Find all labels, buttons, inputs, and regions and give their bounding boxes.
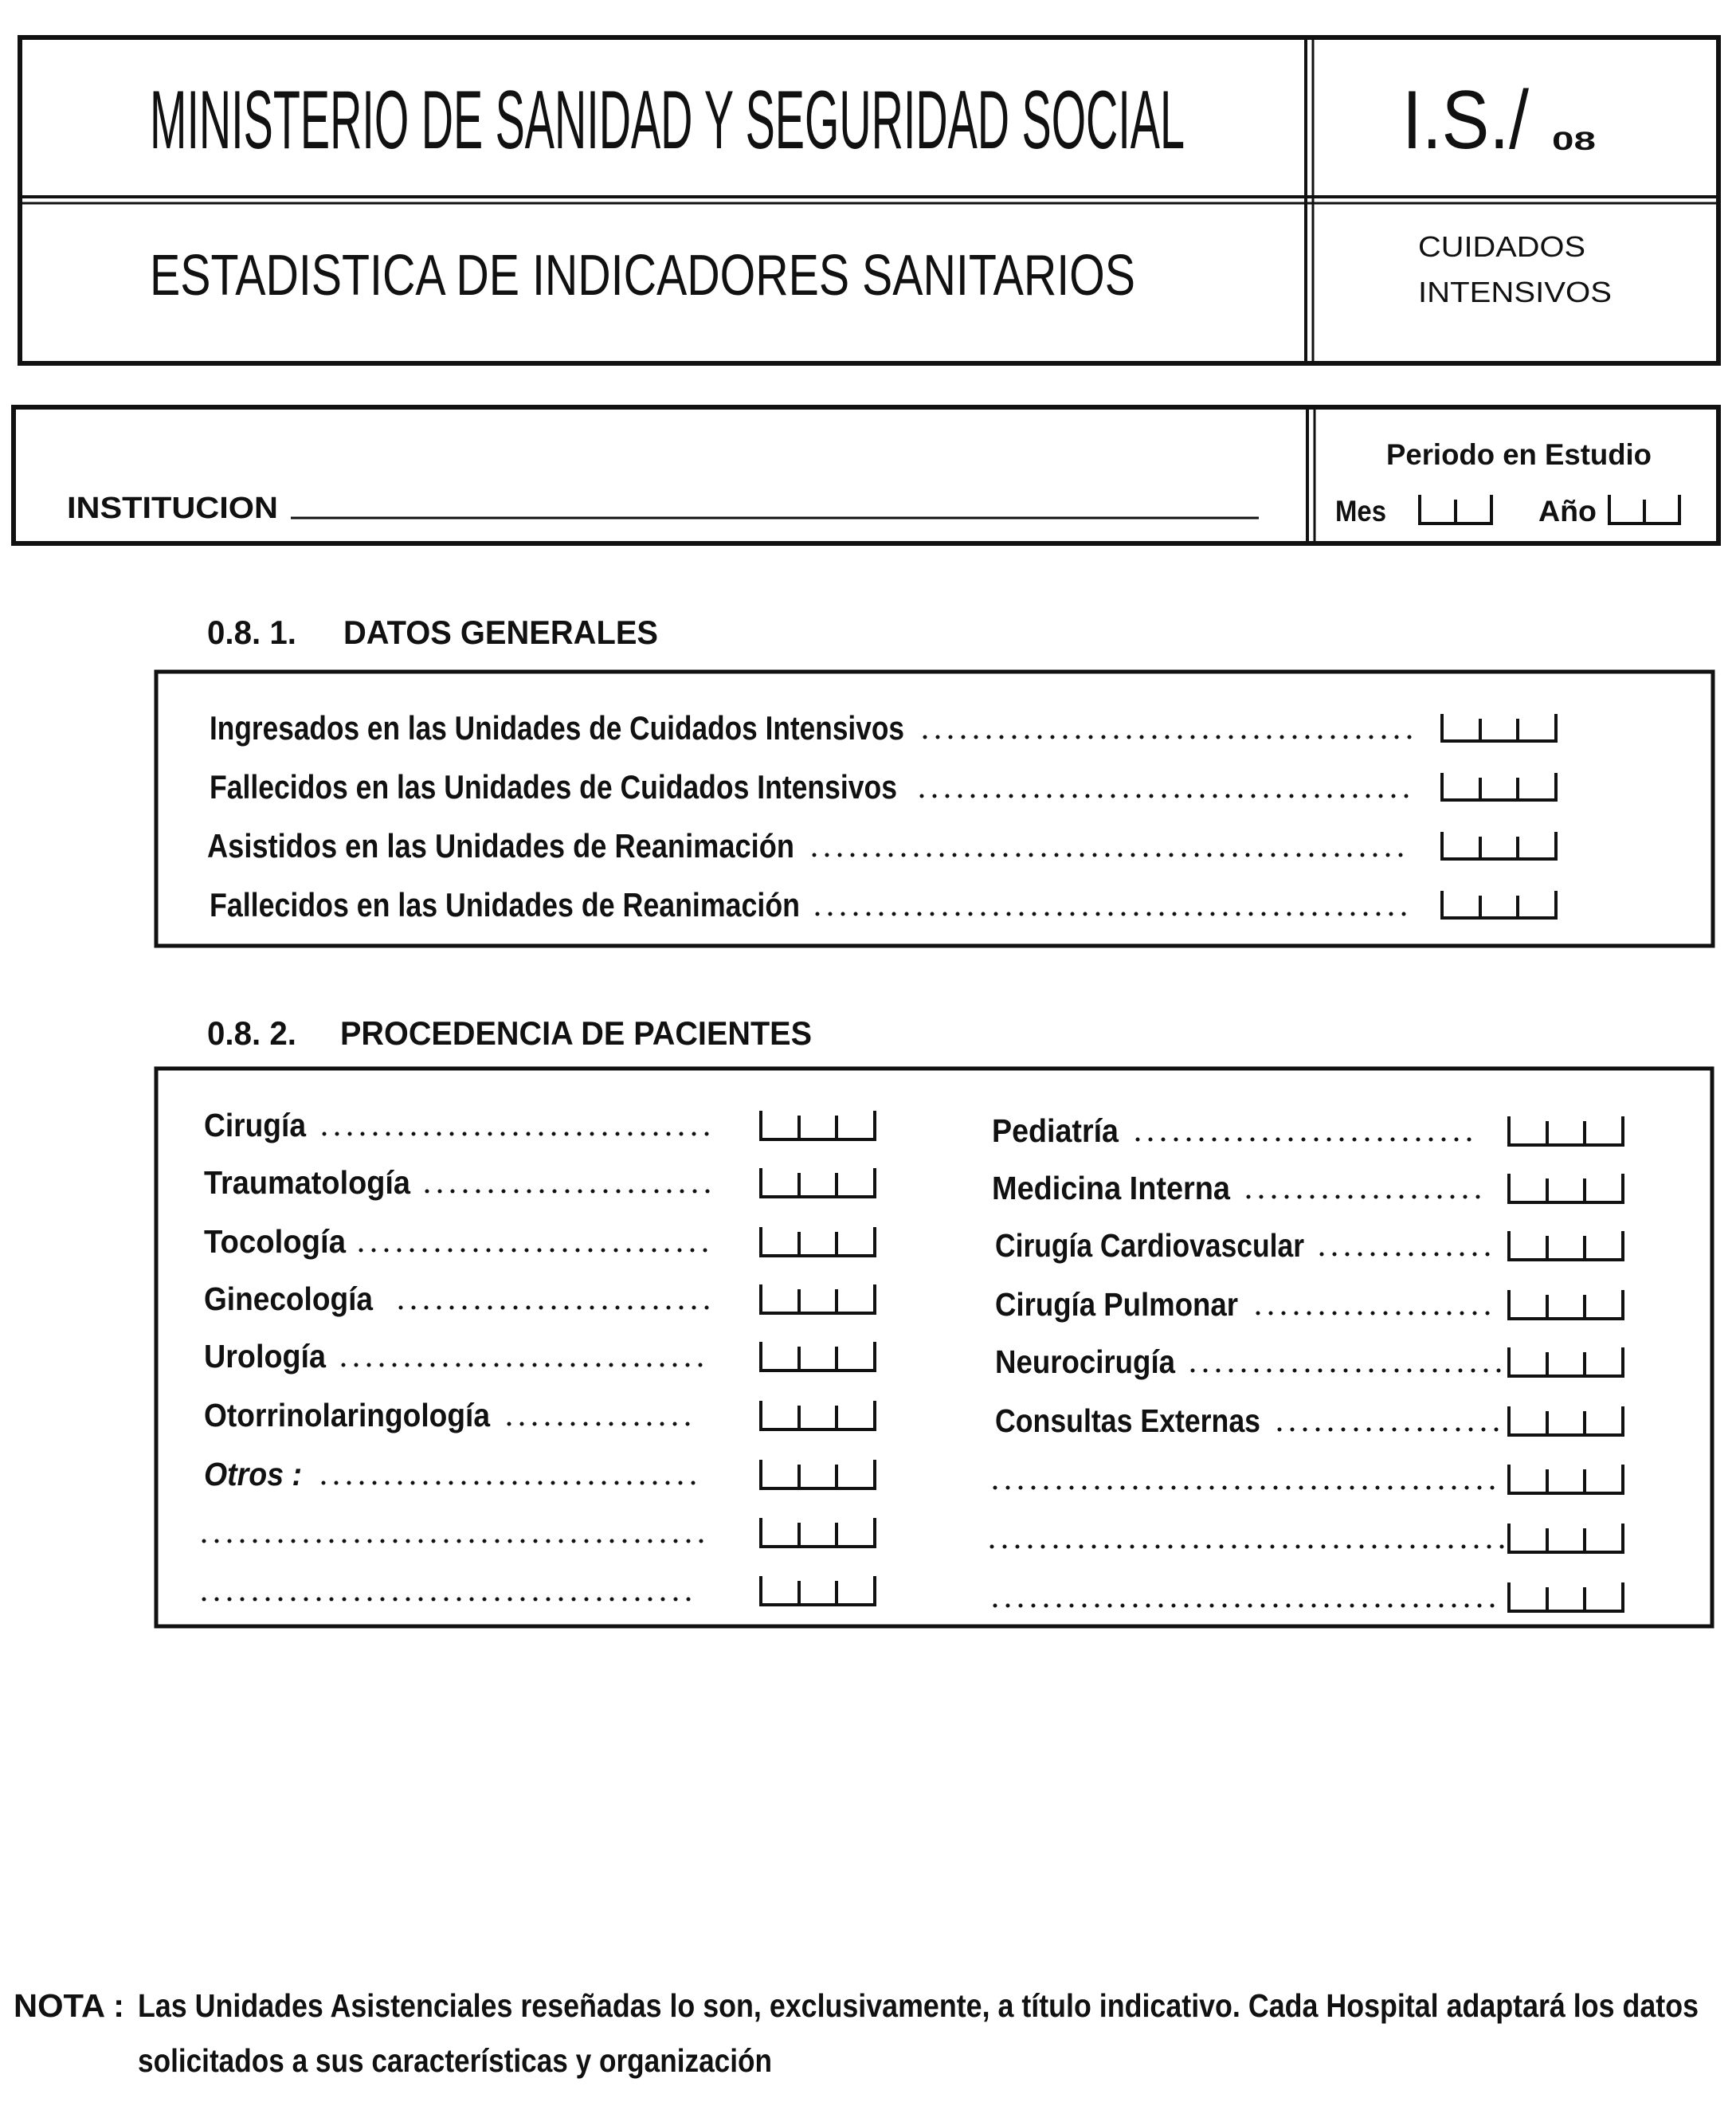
tocologia-label: Tocología (204, 1223, 347, 1260)
section1-title: DATOS GENERALES (343, 614, 658, 651)
note-line-1: Las Unidades Asistenciales reseñadas lo son, exclusivamente, a título indicativo. Cada Hospital adaptará los datos (138, 1987, 1699, 2024)
ministry-title: MINISTERIO DE SANIDAD Y SEGURIDAD SOCIAL (150, 74, 1185, 167)
cirugia-label: Cirugía (204, 1107, 308, 1143)
cirugia-cardiovascular-label: Cirugía Cardiovascular (995, 1227, 1305, 1264)
blank-right-field-3[interactable] (1509, 1584, 1623, 1611)
section2-title: PROCEDENCIA DE PACIENTES (340, 1014, 812, 1052)
fallecidos-uci-label: Fallecidos en las Unidades de Cuidados Intensivos (210, 768, 897, 806)
period-label: Periodo en Estudio (1386, 438, 1652, 471)
medicina-interna-field[interactable] (1509, 1175, 1623, 1202)
year-field[interactable] (1609, 496, 1679, 524)
fallecidos-reanimacion-label: Fallecidos en las Unidades de Reanimación (210, 886, 800, 924)
otorrinolaringologia-field[interactable] (761, 1402, 875, 1429)
report-title: ESTADISTICA DE INDICADORES SANITARIOS (150, 244, 1135, 308)
medicina-interna-label: Medicina Interna (992, 1170, 1232, 1206)
cirugia-field[interactable] (761, 1112, 875, 1139)
ginecologia-field[interactable] (761, 1286, 875, 1313)
cirugia-pulmonar-field[interactable] (1509, 1292, 1623, 1319)
institution-label: INSTITUCION (67, 492, 278, 525)
month-label: Mes (1335, 495, 1386, 527)
form-code-number: 08 (1552, 127, 1596, 155)
asistidos-reanimacion-label: Asistidos en las Unidades de Reanimación (207, 827, 794, 865)
blank-left-field-1[interactable] (761, 1520, 875, 1547)
ingresados-uci-field[interactable] (1442, 716, 1556, 741)
neurocirugia-field[interactable] (1509, 1349, 1623, 1376)
fallecidos-reanimacion-field[interactable] (1442, 892, 1556, 918)
traumatologia-field[interactable] (761, 1170, 875, 1197)
pediatria-field[interactable] (1509, 1118, 1623, 1145)
otros-label: Otros : (204, 1456, 302, 1492)
cirugia-pulmonar-label: Cirugía Pulmonar (995, 1286, 1239, 1323)
ingresados-uci-label: Ingresados en las Unidades de Cuidados Intensivos (210, 709, 904, 747)
otros-field[interactable] (761, 1461, 875, 1488)
urologia-label: Urología (204, 1338, 327, 1375)
pediatria-label: Pediatría (992, 1112, 1120, 1149)
blank-left-field-2[interactable] (761, 1578, 875, 1605)
category-line-1: CUIDADOS (1418, 230, 1585, 263)
form-code-prefix: I.S./ (1402, 74, 1530, 167)
consultas-externas-label: Consultas Externas (995, 1402, 1260, 1439)
note-line-2: solicitados a sus características y organización (138, 2042, 772, 2079)
tocologia-field[interactable] (761, 1229, 875, 1256)
fallecidos-uci-field[interactable] (1442, 775, 1556, 800)
year-label: Año (1538, 495, 1597, 527)
otorrinolaringologia-label: Otorrinolaringología (204, 1397, 492, 1433)
section1-number: 0.8. 1. (207, 614, 296, 651)
urologia-field[interactable] (761, 1343, 875, 1371)
traumatologia-label: Traumatología (204, 1164, 412, 1201)
section2-number: 0.8. 2. (207, 1014, 296, 1052)
blank-right-field-2[interactable] (1509, 1525, 1623, 1552)
section2-box (156, 1069, 1712, 1626)
asistidos-reanimacion-field[interactable] (1442, 833, 1556, 859)
consultas-externas-field[interactable] (1509, 1408, 1623, 1435)
neurocirugia-label: Neurocirugía (995, 1343, 1177, 1380)
month-field[interactable] (1420, 496, 1491, 524)
note-label: NOTA : (14, 1987, 124, 2024)
blank-right-field-1[interactable] (1509, 1466, 1623, 1493)
cirugia-cardiovascular-field[interactable] (1509, 1233, 1623, 1260)
ginecologia-label: Ginecología (204, 1280, 374, 1317)
category-line-2: INTENSIVOS (1418, 276, 1612, 308)
